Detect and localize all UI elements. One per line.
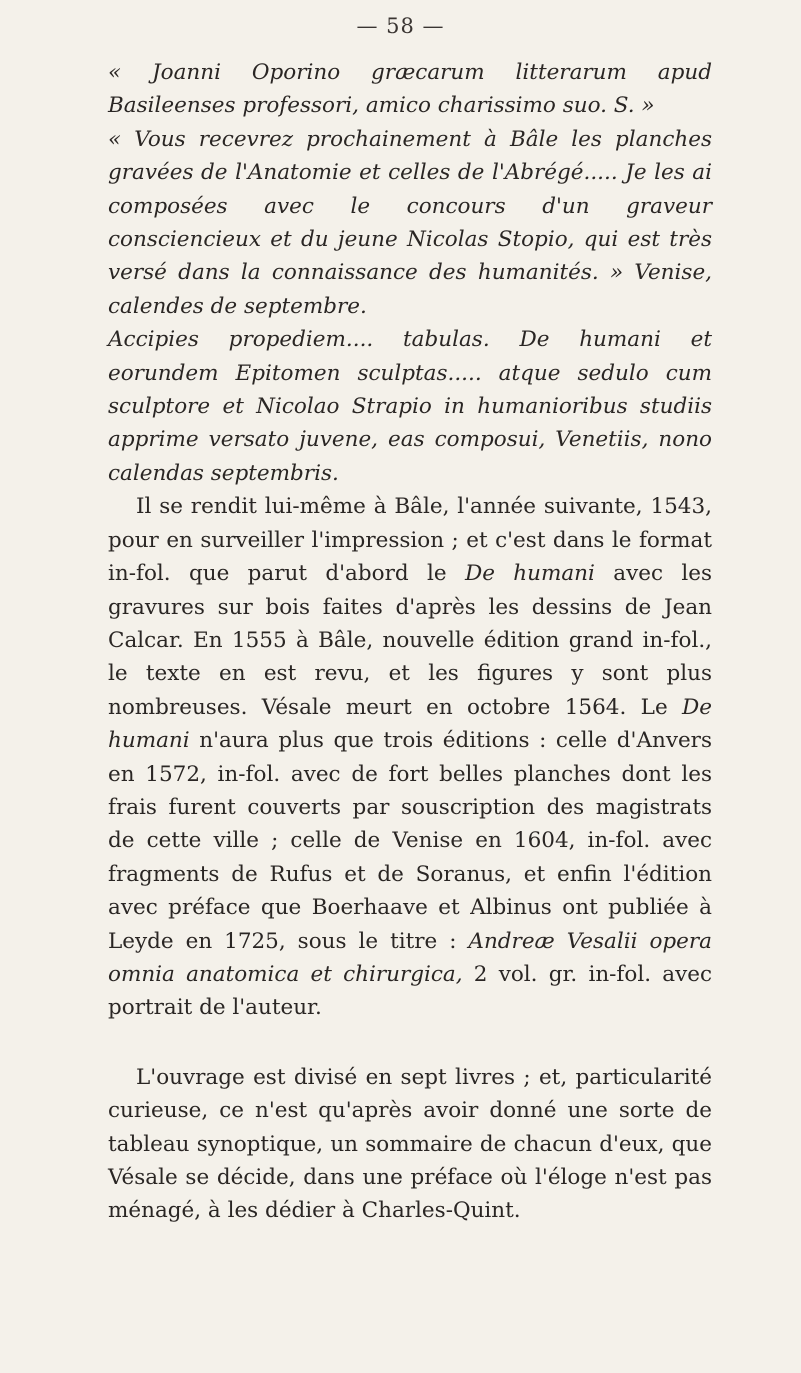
page-number: — 58 — (356, 14, 445, 38)
editions-text-part-2: avec les gravures sur bois faites d'après les dessins de Jean Calcar. En 1555 à Bâle, nouvelle édition grand in-fol., le texte en est revu, et les figures y sont plus nombreuses. Vésale meurt en octobre 1564. Le (108, 561, 712, 720)
original-latin: Accipies propediem.... tabulas. De humani et eorundem Epitomen sculptas..... atque sedulo cum sculptore et Nicolao Strapio in humanioribus studiis apprime versato juvene, eas composui, Venetiis, nono calendas septembris. (108, 327, 712, 486)
editions-title-de-humani-2: De humani (108, 694, 712, 754)
structure-paragraph: L'ouvrage est divisé en sept livres ; et, particularité curieuse, ce n'est qu'après avoir donné une sorte de tableau synoptique, un sommaire de chacun d'eux, que Vésale se décide, dans une préface où l'éloge n'est pas ménagé, à les dédier à Charles-Quint. (108, 1064, 712, 1224)
editions-text-part-1: Il se rendit lui-même à Bâle, l'année suivante, 1543, pour en surveiller l'impression ; et c'est dans le format in-fol. que parut d'abord le (108, 494, 712, 587)
editions-text-part-3: n'aura plus que trois éditions : celle d'Anvers en 1572, in-fol. avec de fort belles planches dont les frais furent couverts par souscription des magistrats de cette ville ; celle de Venise en 1604, in-fol. avec fragments de Rufus et de Soranus, et enfin l'édition avec préface que Boerhaave et Albinus ont publiée à Leyde en 1725, sous le titre : (108, 728, 712, 954)
editions-paragraph (108, 490, 712, 1025)
editions-title-opera-omnia: Andreæ Vesalii opera omnia anatomica et chirurgica, (108, 928, 712, 987)
editions-text-part-4: 2 vol. gr. in-fol. avec portrait de l'auteur. (108, 961, 712, 1021)
translation-french: « Vous recevrez prochainement à Bâle les planches gravées de l'Anatomie et celles de l'Abrégé..... Je les ai composées avec le concours d'un graveur consciencieux et du jeune Nicolas Stopio, qui est très versé dans la connaissance des humanités. » Venise, calendes de septembre. (108, 126, 712, 319)
editions-title-de-humani-1: De humani (464, 561, 595, 587)
body-text (108, 56, 712, 1228)
dedication-latin: « Joanni Oporino græcarum litterarum apud Basileenses professori, amico charissimo suo. S. » (108, 60, 712, 119)
